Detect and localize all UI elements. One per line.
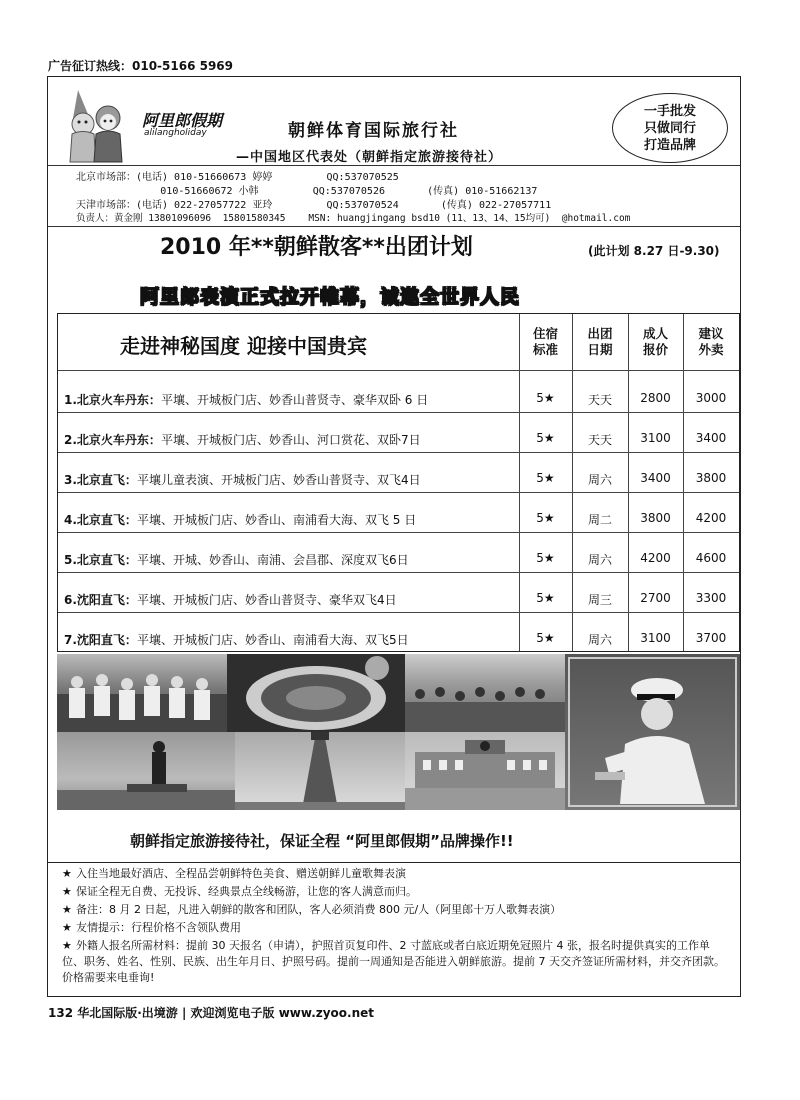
row-depart: 周六 <box>587 473 612 487</box>
table-divider <box>58 532 739 533</box>
row-route: 北京直飞： <box>76 553 137 567</box>
row-number: 4. <box>64 513 77 527</box>
company-name: 朝鲜体育国际旅行社 <box>288 121 459 141</box>
page-footer: 132 华北国际版·出境游 | 欢迎浏览电子版 www.zyoo.net <box>48 1006 375 1020</box>
row-description: 平壤、开城板门店、妙香山、河口赏花、双卧7日 <box>160 433 421 447</box>
row-adult-price: 2700 <box>640 591 671 605</box>
row-depart: 周六 <box>587 633 612 647</box>
row-route: 北京直飞： <box>76 513 137 527</box>
slogan-badge <box>612 93 728 163</box>
row-route: 北京火车丹东： <box>76 433 161 447</box>
ad-hotline: 广告征订热线：010-5166 5969 <box>48 59 234 73</box>
logo-text: 阿里郎假期 <box>142 111 223 130</box>
row-depart: 周三 <box>587 593 612 607</box>
table-divider <box>58 572 739 573</box>
row-depart: 周二 <box>587 513 612 527</box>
row-description: 平壤、开城板门店、妙香山、南浦看大海、双飞 5 日 <box>136 513 417 527</box>
row-hotel: 5★ <box>536 591 555 605</box>
slogan-line: 一手批发 <box>643 104 696 119</box>
star-bullet-icon: ★ <box>62 867 72 880</box>
monument-photo-icon <box>57 732 235 810</box>
title-note: (此计划 8.27 日-9.30) <box>588 244 720 258</box>
slogan-line: 只做同行 <box>643 121 696 136</box>
dish-photo-icon <box>227 654 405 732</box>
contact-line: 北京市场部：(电话) 010-51660673 婷婷 QQ:537070525 <box>76 172 399 183</box>
traffic-officer-photo <box>565 654 740 810</box>
row-description: 平壤儿童表演、开城板门店、妙香山普贤寺、双飞4日 <box>136 473 421 487</box>
row-hotel: 5★ <box>536 511 555 525</box>
table-divider <box>58 492 739 493</box>
note-item: ★ 外籍人报名所需材料：提前 30 天报名（申请），护照首页复印件、2 寸蓝底或者白底近期免冠照片 4 张，报名时提供真实的工作单位、职务、姓名、性别、民族、出生年月日、护照号码。提前一周通知是否能进入朝鲜旅游。提前 7 天交齐签证所需材料，并交齐团款。价格需要来电垂询! <box>62 939 725 984</box>
star-bullet-icon: ★ <box>62 921 72 934</box>
people-photo-icon <box>57 654 227 732</box>
star-bullet-icon: ★ <box>62 939 72 952</box>
contact-divider <box>48 226 740 227</box>
tower-photo-icon <box>235 732 405 810</box>
row-retail-price: 4600 <box>695 551 727 565</box>
company-subtitle: —中国地区代表处（朝鲜指定旅游接待社） <box>236 150 503 165</box>
row-hotel: 5★ <box>536 431 555 445</box>
row-route: 沈阳直飞： <box>76 633 137 647</box>
row-retail-price: 3700 <box>695 631 727 645</box>
row-number: 2. <box>64 433 77 447</box>
table-divider <box>58 612 739 613</box>
note-item: ★ 友情提示：行程价格不含领队费用 <box>62 921 241 934</box>
contact-line: 负责人：黄金刚 13801096096 15801580345 MSN: huangjingang bsd10 (11、13、14、15均可) @hotmail.com <box>76 213 631 224</box>
row-hotel: 5★ <box>536 391 555 405</box>
brand-slogan: 朝鲜指定旅游接待社，保证全程 “阿里郎假期”品牌操作!! <box>130 832 514 850</box>
mascot-logo-icon <box>64 84 126 164</box>
note-item: ★ 保证全程无自费、无投诉、经典景点全线畅游，让您的客人满意而归。 <box>62 885 417 898</box>
row-number: 1. <box>64 393 77 407</box>
row-description: 平壤、开城、妙香山、南浦、会昌郡、深度双飞6日 <box>136 553 409 567</box>
officer-photo-icon <box>565 654 740 810</box>
row-adult-price: 4200 <box>640 551 671 565</box>
star-bullet-icon: ★ <box>62 903 72 916</box>
table-heading: 走进神秘国度 迎接中国贵宾 <box>120 334 367 358</box>
row-hotel: 5★ <box>536 471 555 485</box>
row-description: 平壤、开城板门店、妙香山、南浦看大海、双飞5日 <box>136 633 409 647</box>
row-retail-price: 3400 <box>695 431 727 445</box>
col-header-adult-price: 成人 报价 <box>642 326 668 357</box>
notes-divider <box>48 862 740 863</box>
row-adult-price: 3100 <box>640 631 671 645</box>
slogan-line: 打造品牌 <box>643 138 696 153</box>
statue-photo <box>57 732 235 810</box>
col-header-depart: 出团 日期 <box>587 326 613 357</box>
row-number: 5. <box>64 553 77 567</box>
row-adult-price: 3800 <box>640 511 671 525</box>
group-photo <box>57 654 227 732</box>
table-divider <box>58 412 739 413</box>
row-adult-price: 3100 <box>640 431 671 445</box>
note-item: ★ 备注：8 月 2 日起，凡进入朝鲜的散客和团队，客人必须消费 800 元/人（阿里郎十万人歌舞表演） <box>62 903 562 916</box>
row-number: 7. <box>64 633 77 647</box>
contact-line: 010-51660672 小韩 QQ:537070526 (传真) 010-51662137 <box>76 186 538 197</box>
row-number: 3. <box>64 473 77 487</box>
row-number: 6. <box>64 593 77 607</box>
row-description: 平壤、开城板门店、妙香山普贤寺、豪华双卧 6 日 <box>160 393 429 407</box>
parade-photo-icon <box>405 654 565 732</box>
star-bullet-icon: ★ <box>62 885 72 898</box>
row-description: 平壤、开城板门店、妙香山普贤寺、豪华双飞4日 <box>136 593 397 607</box>
row-hotel: 5★ <box>536 551 555 565</box>
col-header-retail-price: 建议 外卖 <box>698 326 724 357</box>
row-hotel: 5★ <box>536 631 555 645</box>
building-photo <box>405 732 565 810</box>
page-title: 2010 年**朝鲜散客**出团计划 <box>160 235 473 260</box>
contact-line: 天津市场部：(电话) 022-27057722 亚玲 QQ:537070524 (传真) 022-27057711 <box>76 200 552 211</box>
row-depart: 天天 <box>587 393 612 407</box>
table-divider <box>58 370 739 371</box>
palace-photo-icon <box>405 732 565 810</box>
row-depart: 天天 <box>587 433 612 447</box>
note-item: ★ 入住当地最好酒店、全程品尝朝鲜特色美食、赠送朝鲜儿童歌舞表演 <box>62 867 406 880</box>
col-header-hotel: 住宿 标准 <box>532 326 558 357</box>
tower-photo <box>235 732 405 810</box>
row-route: 北京直飞： <box>76 473 137 487</box>
row-depart: 周六 <box>587 553 612 567</box>
food-photo <box>227 654 405 732</box>
header-divider <box>48 165 740 166</box>
logo-subtext: alilangholiday <box>144 128 207 138</box>
row-route: 沈阳直飞： <box>76 593 137 607</box>
row-retail-price: 3300 <box>695 591 727 605</box>
row-adult-price: 2800 <box>640 391 671 405</box>
row-route: 北京火车丹东： <box>76 393 161 407</box>
row-retail-price: 3000 <box>695 391 727 405</box>
table-divider <box>58 452 739 453</box>
row-adult-price: 3400 <box>640 471 671 485</box>
row-retail-price: 4200 <box>695 511 727 525</box>
promo-banner: 阿里郎表演正式拉开帷幕，诚邀全世界人民 <box>140 286 521 308</box>
itinerary-table <box>57 313 740 652</box>
row-retail-price: 3800 <box>695 471 727 485</box>
crowd-photo <box>405 654 565 732</box>
